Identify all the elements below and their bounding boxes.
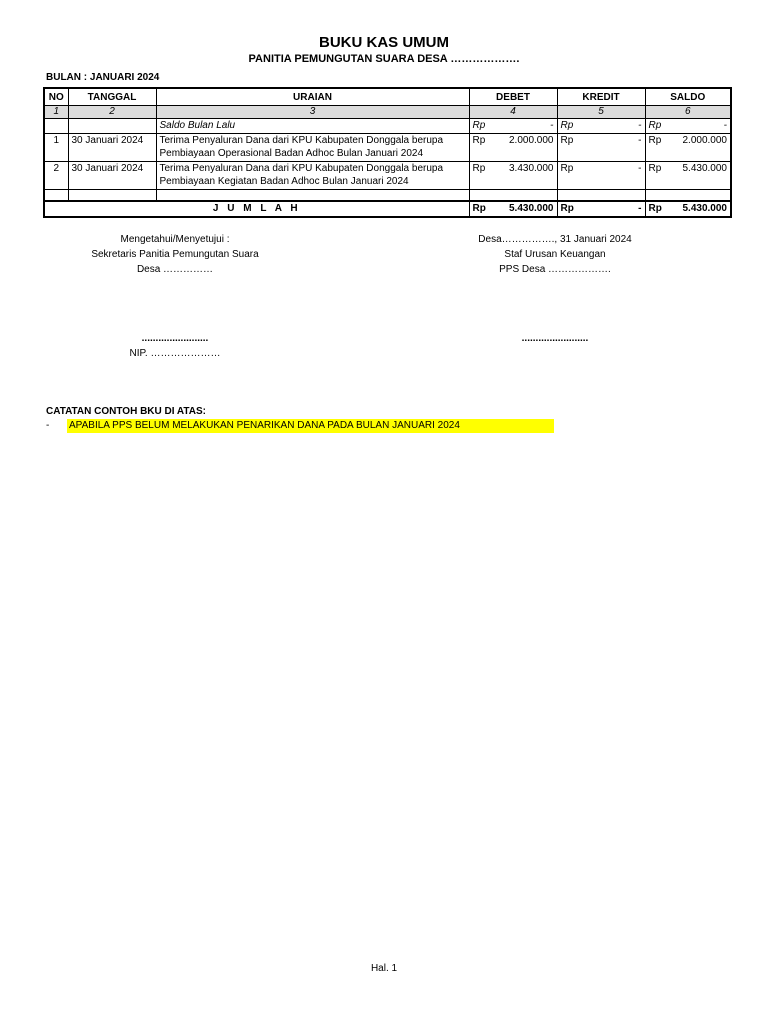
signer-name-placeholder: ........................ [521, 333, 589, 344]
currency-label: Rp [560, 120, 574, 131]
col-header-no: NO [44, 88, 68, 106]
currency-label: Rp [648, 203, 662, 214]
signer-name-placeholder: ........................ [141, 333, 209, 344]
col-number: 6 [645, 106, 731, 119]
table-header-row [44, 88, 731, 106]
col-number: 1 [44, 106, 68, 119]
total-saldo: 5.430.000 [682, 203, 727, 214]
total-label: J U M L A H [44, 201, 469, 217]
document-subtitle: PANITIA PEMUNGUTAN SUARA DESA ………………. [248, 53, 520, 65]
uraian-line: Pembiayaan Kegiatan Badan Adhoc Bulan Januari 2024 [159, 176, 409, 187]
signer-position: Staf Urusan Keuangan [504, 249, 606, 260]
note-bullet: - [46, 420, 50, 431]
col-header-kredit: KREDIT [557, 88, 645, 106]
currency-label: Rp [560, 163, 574, 174]
uraian-line: Pembiayaan Operasional Badan Adhoc Bulan Januari 2024 [159, 148, 424, 159]
row-no: 1 [44, 134, 68, 162]
col-number: 4 [469, 106, 557, 119]
uraian-line: Terima Penyaluran Dana dari KPU Kabupaten Donggala berupa [159, 163, 444, 174]
saldo-value: 5.430.000 [682, 163, 727, 174]
saldo-value: - [723, 120, 727, 131]
currency-label: Rp [648, 135, 662, 146]
col-number: 3 [156, 106, 469, 119]
row-no: 2 [44, 162, 68, 190]
signer-position: Sekretaris Panitia Pemungutan Suara [91, 249, 259, 260]
row-uraian [156, 162, 469, 190]
month-label: BULAN : JANUARI 2024 [46, 72, 160, 83]
opening-balance-row [44, 119, 731, 134]
currency-label: Rp [560, 203, 574, 214]
kredit-value: - [638, 135, 642, 146]
col-number: 2 [68, 106, 156, 119]
saldo-value: 2.000.000 [682, 135, 727, 146]
currency-label: Rp [560, 135, 574, 146]
table-row [44, 162, 731, 190]
row-tanggal: 30 Januari 2024 [68, 162, 156, 190]
currency-label: Rp [472, 163, 486, 174]
row-tanggal: 30 Januari 2024 [68, 134, 156, 162]
debet-value: 2.000.000 [509, 135, 554, 146]
total-row [44, 201, 731, 217]
kredit-value: - [638, 163, 642, 174]
currency-label: Rp [472, 203, 486, 214]
signature-block-right [445, 232, 665, 277]
total-debet: 5.430.000 [509, 203, 554, 214]
col-header-saldo: SALDO [645, 88, 731, 106]
currency-label: Rp [472, 120, 486, 131]
opening-uraian: Saldo Bulan Lalu [156, 119, 469, 134]
currency-label: Rp [472, 135, 486, 146]
signature-block-left [60, 232, 290, 277]
nip-field: NIP. ………………… [129, 348, 221, 359]
column-number-row [44, 106, 731, 119]
spacer-row [44, 190, 731, 202]
document-title: BUKU KAS UMUM [319, 34, 449, 51]
kredit-value: - [638, 120, 642, 131]
note-highlighted-text: APABILA PPS BELUM MELAKUKAN PENARIKAN DANA PADA BULAN JANUARI 2024 [67, 419, 554, 433]
signer-village: Desa …………… [136, 264, 214, 275]
debet-value: 3.430.000 [509, 163, 554, 174]
ledger-table [43, 87, 732, 218]
table-row [44, 134, 731, 162]
uraian-line: Terima Penyaluran Dana dari KPU Kabupaten Donggala berupa [159, 135, 444, 146]
page-number: Hal. 1 [370, 963, 398, 974]
signer-village: PPS Desa ………………. [499, 264, 611, 275]
col-header-uraian: URAIAN [156, 88, 469, 106]
notes-title: CATATAN CONTOH BKU DI ATAS: [46, 406, 206, 417]
currency-label: Rp [648, 120, 662, 131]
col-header-tanggal: TANGGAL [68, 88, 156, 106]
debet-value: - [550, 120, 554, 131]
col-header-debet: DEBET [469, 88, 557, 106]
approval-label: Mengetahui/Menyetujui : [120, 234, 230, 245]
currency-label: Rp [648, 163, 662, 174]
place-date: Desa……………., 31 Januari 2024 [478, 234, 632, 245]
total-kredit: - [638, 203, 642, 214]
row-uraian [156, 134, 469, 162]
col-number: 5 [557, 106, 645, 119]
